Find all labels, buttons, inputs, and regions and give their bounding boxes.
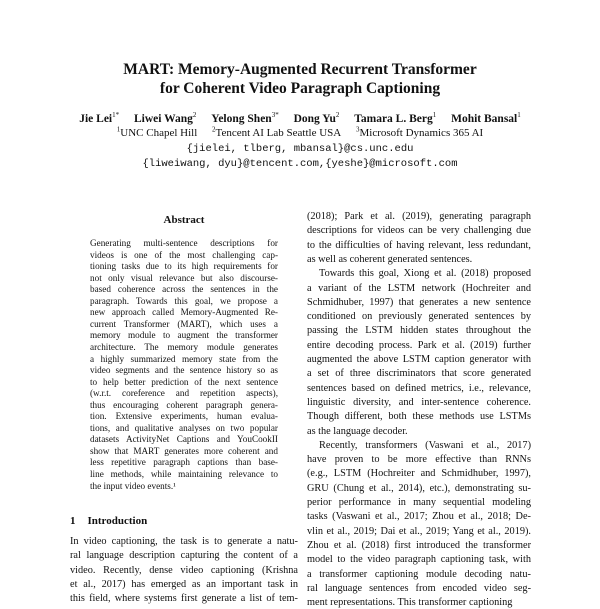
text-line: video. Recently, dense video captioning (Krishna xyxy=(70,564,298,576)
text-line: less repetitive paragraph captions than base- xyxy=(90,457,278,468)
text-line: Towards this goal, Xiong et al. (2018) proposed xyxy=(319,268,531,280)
text-line: tioning tasks due to its high requirements for xyxy=(90,261,278,272)
affiliation-name: Microsoft Dynamics 365 AI xyxy=(359,127,484,139)
author-name: Yelong Shen xyxy=(211,113,272,125)
text-line: passing the LSTM hidden states throughout the xyxy=(307,325,531,337)
text-line: video segments and the sentence history so as xyxy=(90,365,278,376)
text-line: vlin et al., 2019; Dai et al., 2019; Yang et al., 2019). xyxy=(307,525,531,537)
text-line: thus encouraging coherent paragraph genera- xyxy=(90,399,278,410)
author-name: Mohit Bansal xyxy=(451,113,518,125)
title-line-2: for Coherent Video Paragraph Captioning xyxy=(159,80,441,97)
text-line: ral language sentences from encoded video seg- xyxy=(307,582,531,594)
text-line: as well as coherent generated sentences. xyxy=(307,253,473,265)
affiliation-list xyxy=(0,127,600,140)
author xyxy=(211,113,278,125)
text-line: descriptions for videos can be very challenging due xyxy=(307,225,531,237)
affiliation xyxy=(117,127,198,139)
text-line: et al., 2017) has emerged as an important task in xyxy=(70,578,298,590)
text-line: paragraph. Towards this goal, we propose a xyxy=(90,295,278,306)
text-line: conditioned on previously generated sentences by xyxy=(307,311,531,323)
author-name: Jie Lei xyxy=(79,113,113,125)
text-line: new approach called Memory-Augmented Re- xyxy=(90,307,278,318)
author-mark: 1 xyxy=(517,111,521,120)
text-line: tion. Extensive experiments, human evalua- xyxy=(90,411,278,422)
author-mark: 1 xyxy=(432,111,437,120)
text-line: not only visual relevance but also discourse- xyxy=(90,272,278,283)
text-line: perior performance in many sequential modeling xyxy=(307,497,531,508)
text-line: a set of three discriminators that score generated xyxy=(307,368,531,380)
text-line: Recently, transformers (Vaswani et al., 2017) xyxy=(319,439,531,451)
text-line: Zhou et al. (2018) first introduced the transformer xyxy=(307,539,531,551)
affiliation-mark: 2 xyxy=(212,125,216,134)
text-line: line methods, while maintaining relevance to xyxy=(90,469,278,479)
text-line: GRU (Chung et al., 2014), etc.), demonstrating su- xyxy=(307,482,531,494)
author xyxy=(354,113,436,125)
author xyxy=(134,113,196,125)
affiliation-mark: 3 xyxy=(355,125,360,134)
text-line: entire decoding process. Park et al. (2019) further xyxy=(307,339,531,351)
author-mark: 2 xyxy=(192,111,197,120)
author-list xyxy=(0,112,600,126)
author-mark: 2 xyxy=(335,111,340,120)
text-line: sentences based on defined metrics, i.e., relevance, xyxy=(307,382,531,394)
text-line: to the difficulties of having relevant, less redundant, xyxy=(307,239,531,251)
text-line: the input video events.¹ xyxy=(90,480,176,491)
text-line: to help better prediction of the next sentence xyxy=(90,376,278,387)
text-line: videos is one of the most challenging cap- xyxy=(90,249,278,260)
author-name: Liwei Wang xyxy=(134,113,193,125)
text-line: linguistic diversity, and inter-sentence coherence. xyxy=(307,396,531,408)
text-line: architecture. The memory module generates xyxy=(90,341,278,352)
affiliation-mark: 1 xyxy=(116,125,121,134)
text-line: a variant of the LSTM network (Hochreiter and xyxy=(307,282,531,294)
text-line: In video captioning, the task is to generate a natu- xyxy=(70,536,298,547)
text-line: ral language description capturing the content of a xyxy=(70,550,298,562)
section-heading xyxy=(70,515,147,527)
text-line: this field, where systems first generate a list of tem- xyxy=(70,593,298,605)
email-line-2: {liweiwang, dyu}@tencent.com,{yeshe}@microsoft.com xyxy=(142,158,458,170)
author xyxy=(451,113,521,125)
section-title: Introduction xyxy=(87,515,148,527)
affiliation-name: UNC Chapel Hill xyxy=(120,127,198,139)
text-line: (w.r.t. coreference and repetition aspects), xyxy=(90,388,278,399)
text-line: augmented the above LSTM caption generator with xyxy=(307,354,531,365)
text-line: a highly summarized memory state from the xyxy=(90,353,278,364)
text-line: a transformer captioning module decoding natu- xyxy=(307,568,531,580)
text-line: based coherence across the sentences in the xyxy=(90,284,278,295)
text-line: current Transformer (MART), which uses a xyxy=(90,318,278,329)
author-name: Tamara L. Berg xyxy=(354,113,433,125)
author-mark: 1* xyxy=(112,111,120,120)
text-line: model to the video paragraph captioning task, with xyxy=(307,554,531,566)
author-mark: 3* xyxy=(271,111,279,120)
text-line: tions, and qualitative analyses on two popular xyxy=(90,422,278,433)
affiliation-name: Tencent AI Lab Seattle USA xyxy=(215,127,342,139)
text-line: (2018); Park et al. (2019), generating paragraph xyxy=(307,211,531,222)
affiliation xyxy=(212,127,341,139)
text-line: have proven to be more effective than RNNs xyxy=(307,454,531,466)
author xyxy=(79,113,119,125)
text-line: Generating multi-sentence descriptions for xyxy=(90,238,278,248)
author xyxy=(294,113,340,125)
email-line-1: {jielei, tlberg, mbansal}@cs.unc.edu xyxy=(186,143,414,155)
text-line: tasks (Vaswani et al., 2017; Zhou et al., 2018; De- xyxy=(307,511,531,523)
text-line: datasets ActivityNet Captions and YouCookII xyxy=(90,434,278,445)
text-line: memory module to augment the transformer xyxy=(90,330,278,341)
text-line: (e.g., LSTM (Hochreiter and Schmidhuber, 1997), xyxy=(307,468,531,480)
paper-title xyxy=(0,60,600,98)
section-number: 1 xyxy=(70,515,76,527)
text-line: ment representations. This transformer captioning xyxy=(307,597,513,609)
text-line: show that MART generates more coherent and xyxy=(90,445,278,456)
affiliation xyxy=(356,127,483,139)
text-line: Though different, both these methods use LSTMs xyxy=(307,411,531,423)
text-line: Schmidhuber, 1997) that generates a new sentence xyxy=(307,296,531,308)
abstract-heading: Abstract xyxy=(163,214,205,226)
author-name: Dong Yu xyxy=(293,113,336,125)
title-line-1: MART: Memory-Augmented Recurrent Transformer xyxy=(123,61,477,78)
text-line: as the language decoder. xyxy=(307,425,408,437)
